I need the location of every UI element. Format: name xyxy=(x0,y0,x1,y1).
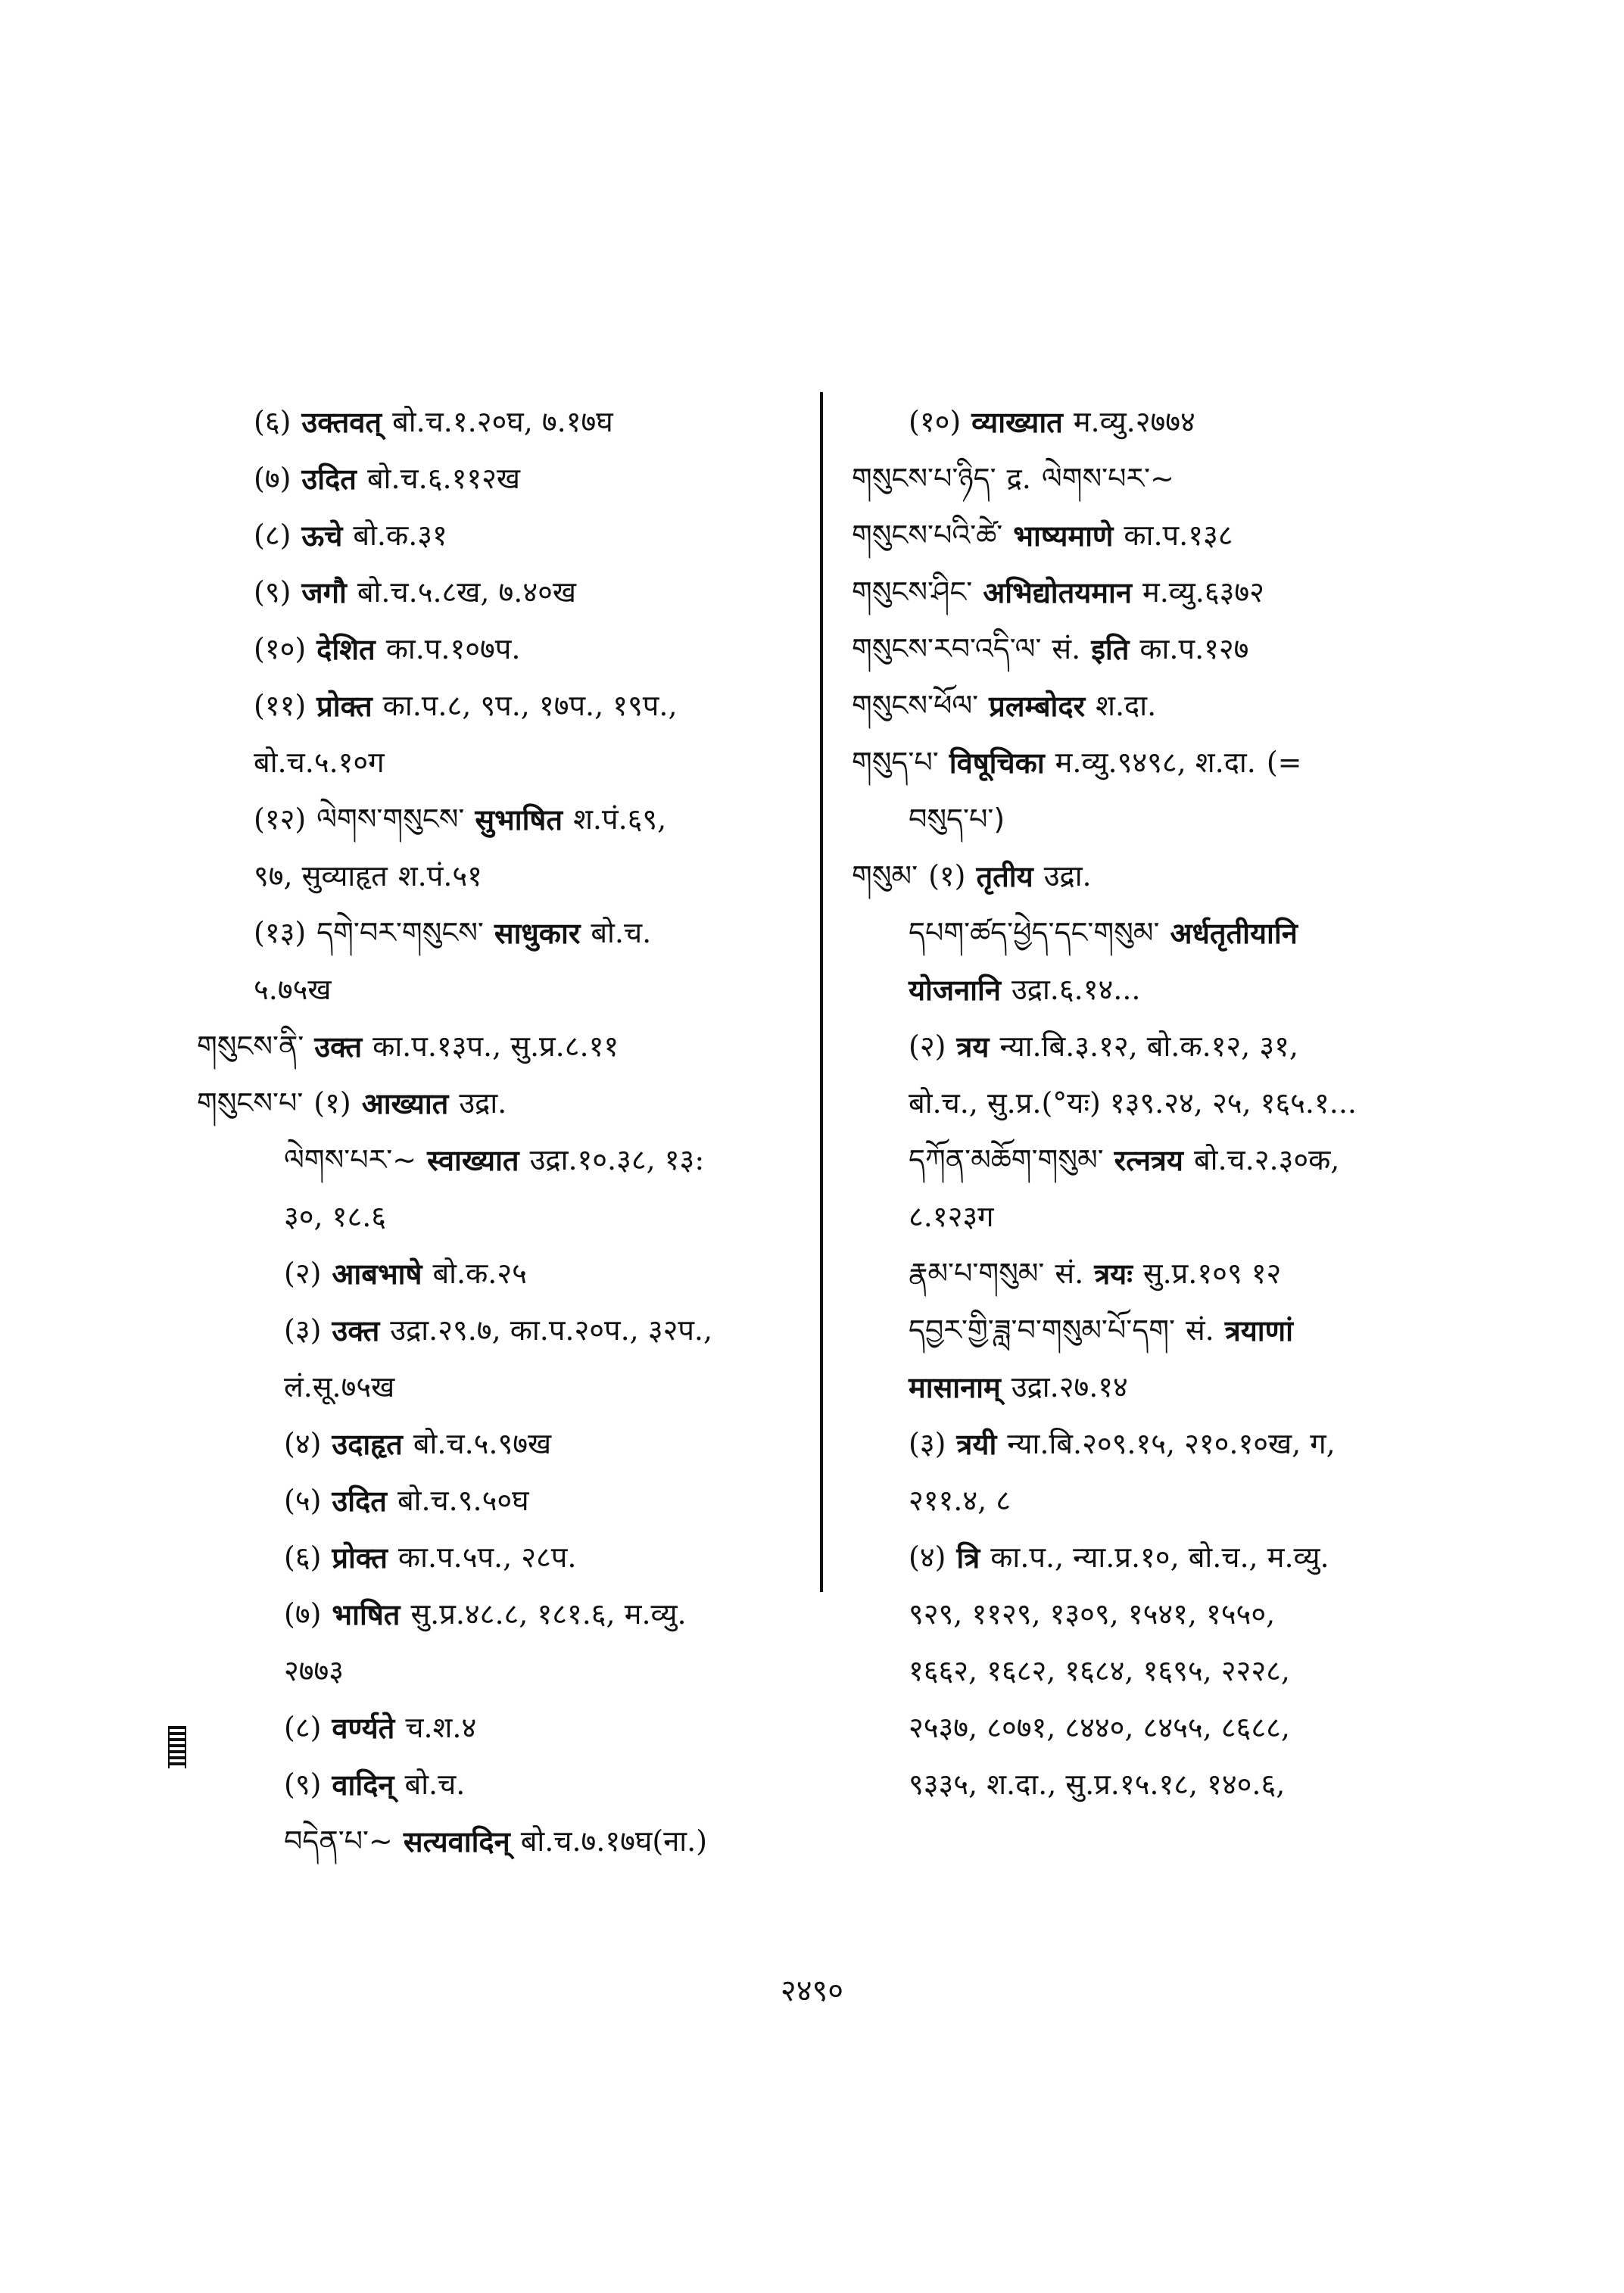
entry-text: श.दा. xyxy=(1096,689,1157,722)
entry-text: त्रि xyxy=(956,1541,980,1575)
entry-text: सु.प्र.१०९ १२ xyxy=(1142,1257,1282,1290)
entry-text: प्रोक्त xyxy=(332,1541,388,1575)
entry-text: ऊचे xyxy=(301,519,343,553)
entry-text: (१०) xyxy=(909,405,962,438)
entry-text: का.प.१३प., सु.प्र.८.११ xyxy=(372,1030,619,1063)
entry-text: उद्रा.२९.७, का.प.२०प., ३२प., xyxy=(390,1313,713,1347)
dictionary-line xyxy=(197,1302,818,1359)
entry-text: सं. xyxy=(1052,632,1081,665)
tibetan-term: གསུངས་པ་ཉིད་ xyxy=(852,462,996,495)
tibetan-term: གསུངས་ཤིང་ xyxy=(852,575,973,609)
entry-text: (५) xyxy=(284,1484,322,1517)
dictionary-line xyxy=(852,1132,1457,1189)
entry-text: त्रयः xyxy=(1094,1257,1133,1291)
entry-text: ३०, १८.६ xyxy=(284,1200,387,1233)
entry-text: उक्तवत् xyxy=(301,405,382,439)
entry-text: बो.च.७.१७घ(ना.) xyxy=(520,1824,708,1858)
entry-text: देशित xyxy=(316,632,376,666)
entry-text: (७) xyxy=(254,462,291,495)
entry-text: उद्रा.१०.३८, १३: xyxy=(529,1143,705,1176)
entry-text: च.श.४ xyxy=(405,1711,477,1744)
entry-text: त्रयाणां xyxy=(1224,1313,1293,1347)
entry-text: अभिद्योतयमान xyxy=(983,575,1132,609)
entry-text: व्याख्यात xyxy=(971,405,1063,439)
entry-text: का.प., न्या.प्र.१०, बो.च., म.व्यु. xyxy=(990,1541,1329,1574)
entry-text: बो.च. xyxy=(591,916,652,949)
entry-text: का.प.५प., २८प. xyxy=(397,1541,577,1574)
dictionary-line xyxy=(197,507,818,564)
entry-text: भाष्यमाणे xyxy=(1013,519,1114,553)
dictionary-line xyxy=(197,678,818,734)
entry-text: म.व्यु.६३७२ xyxy=(1142,575,1264,609)
entry-text: (८) xyxy=(254,519,291,552)
tibetan-term: བདེན་པ་~ xyxy=(284,1824,393,1858)
entry-text: अर्धतृतीयानि xyxy=(1170,916,1298,950)
entry-text: (१३) xyxy=(254,916,307,949)
entry-text: इति xyxy=(1091,632,1130,666)
entry-text: बो.च.१.२०घ, ७.१७घ xyxy=(392,405,613,438)
entry-text: (४) xyxy=(284,1427,322,1460)
dictionary-line xyxy=(197,1586,818,1643)
dictionary-line xyxy=(197,1416,818,1472)
entry-text: (४) xyxy=(909,1541,946,1574)
entry-text: (८) xyxy=(284,1711,322,1744)
entry-text: २११.४, ८ xyxy=(909,1484,1011,1517)
entry-text: द्र. xyxy=(1006,462,1031,495)
entry-text: बो.च.९.५०घ xyxy=(397,1484,529,1517)
entry-text: लं.सू.७५ख xyxy=(284,1370,395,1404)
entry-text: (३) xyxy=(284,1313,322,1347)
entry-text: (१२) xyxy=(254,802,307,836)
entry-text: उद्रा. xyxy=(1043,859,1092,893)
dictionary-line xyxy=(852,961,1457,1018)
entry-text: (६) xyxy=(284,1541,322,1574)
dictionary-line xyxy=(852,621,1457,678)
entry-text: सं. xyxy=(1185,1313,1214,1347)
entry-text: उद्रा.६.१४... xyxy=(1011,973,1141,1006)
entry-text: रत्नत्रय xyxy=(1114,1143,1183,1177)
entry-text: (१) xyxy=(313,1086,351,1120)
entry-text: उदाहृत xyxy=(332,1427,403,1461)
entry-text: विषूचिका xyxy=(949,746,1045,780)
dictionary-line xyxy=(852,1472,1457,1529)
dictionary-line xyxy=(197,1245,818,1302)
margin-marker xyxy=(168,1726,186,1768)
tibetan-term: རྣམ་པ་གསུམ་ xyxy=(909,1257,1045,1290)
entry-text: का.प.१३८ xyxy=(1124,519,1233,552)
tibetan-term: གསུམ་ xyxy=(852,859,918,893)
entry-text: बो.च. xyxy=(404,1768,466,1801)
dictionary-line xyxy=(852,848,1457,905)
entry-text: न्या.बि.२०९.१५, २१०.१०ख, ग, xyxy=(1007,1427,1336,1460)
entry-text: भाषित xyxy=(332,1597,401,1631)
entry-text: बो.क.२५ xyxy=(432,1257,527,1290)
column-divider xyxy=(820,392,823,1592)
entry-text: श.पं.५१ xyxy=(397,859,482,893)
entry-text: त्रय xyxy=(956,1030,990,1064)
dictionary-line xyxy=(197,1132,818,1189)
dictionary-line xyxy=(197,1359,818,1416)
dictionary-line xyxy=(197,621,818,678)
dictionary-line xyxy=(197,1756,818,1813)
tibetan-term: དཀོན་མཆོག་གསུམ་ xyxy=(909,1143,1104,1176)
entry-text: (११) xyxy=(254,689,307,722)
dictionary-line xyxy=(852,1245,1457,1302)
dictionary-line xyxy=(197,1018,818,1075)
dictionary-line xyxy=(197,1699,818,1756)
dictionary-line xyxy=(197,394,818,450)
dictionary-line xyxy=(197,1075,818,1132)
entry-text: स्वाख्यात xyxy=(427,1143,519,1177)
tibetan-term: གསུངས་ཕོལ་ xyxy=(852,689,979,722)
tibetan-term: དགེ་བར་གསུངས་ xyxy=(316,916,484,949)
dictionary-line xyxy=(852,905,1457,961)
entry-text: (२) xyxy=(909,1030,946,1063)
entry-text: सु.प्र.४८.८, १८१.६, म.व्यु. xyxy=(410,1597,687,1631)
dictionary-line xyxy=(852,1643,1457,1699)
entry-text: ९७, सुव्याहृत xyxy=(254,859,388,893)
entry-text: वर्ण्यते xyxy=(332,1711,395,1745)
dictionary-line xyxy=(852,1302,1457,1359)
dictionary-line xyxy=(197,1189,818,1245)
entry-text: बो.च.५.८ख, ७.४०ख xyxy=(357,575,576,609)
entry-text: श.पं.६९, xyxy=(573,802,667,836)
entry-text: सुभाषित xyxy=(475,802,563,837)
entry-text: म.व्यु.२७७४ xyxy=(1073,405,1195,438)
entry-text: ८.१२३ग xyxy=(909,1200,994,1233)
entry-text: का.प.१२७ xyxy=(1139,632,1249,665)
dictionary-line xyxy=(852,1075,1457,1132)
dictionary-line xyxy=(197,450,818,507)
dictionary-line xyxy=(852,1699,1457,1756)
dictionary-line xyxy=(197,1529,818,1586)
entry-text: बो.च.२.३०क, xyxy=(1193,1143,1340,1176)
entry-text: आख्यात xyxy=(361,1086,449,1120)
entry-text: उदित xyxy=(332,1484,387,1518)
tibetan-term: གསུངས་པའི་ཚེ་ xyxy=(852,519,1003,552)
entry-text: आबभाषे xyxy=(332,1257,422,1291)
entry-text: ९३३५, श.दा., सु.प्र.१५.१८, १४०.६, xyxy=(909,1768,1286,1801)
entry-text: बो.च.६.११२ख xyxy=(366,462,520,495)
entry-text: उदित xyxy=(301,462,357,496)
entry-text: ५.७५ख xyxy=(254,973,332,1006)
tibetan-term: ལེགས་གསུངས་ xyxy=(316,802,465,836)
entry-text: १६६२, १६८२, १६८४, १६९५, २२२८, xyxy=(909,1654,1290,1687)
dictionary-line xyxy=(852,394,1457,450)
tibetan-term: གསུད་པ་ xyxy=(852,746,939,779)
entry-text: न्या.बि.३.१२, बो.क.१२, ३१, xyxy=(999,1030,1298,1063)
left-column xyxy=(197,394,818,1870)
dictionary-line xyxy=(197,961,818,1018)
entry-text: ९२९, ११२९, १३०९, १५४१, १५५०, xyxy=(909,1597,1276,1631)
entry-text: (६) xyxy=(254,405,291,438)
entry-text: (३) xyxy=(909,1427,946,1460)
dictionary-line xyxy=(852,1756,1457,1813)
entry-text: उक्त xyxy=(314,1030,363,1064)
entry-text: उक्त xyxy=(332,1313,380,1347)
entry-text: वादिन् xyxy=(332,1768,394,1802)
entry-text: साधुकार xyxy=(494,916,581,950)
entry-text: प्रोक्त xyxy=(316,689,372,723)
entry-text: प्रलम्बोदर xyxy=(989,689,1086,723)
entry-text: का.प.१०७प. xyxy=(385,632,521,665)
tibetan-term: གསུངས་ནི་ xyxy=(197,1030,304,1063)
dictionary-line xyxy=(852,564,1457,621)
entry-text: त्रयी xyxy=(956,1427,997,1461)
entry-text: योजनानि xyxy=(909,973,1001,1007)
entry-text: बो.च., सु.प्र.(°यः) १३९.२४, २५, १६५.१... xyxy=(909,1086,1357,1120)
entry-text: बो.क.३१ xyxy=(353,519,447,552)
entry-text: (७) xyxy=(284,1597,322,1631)
entry-text: सं. xyxy=(1055,1257,1084,1290)
dictionary-line xyxy=(197,1813,818,1870)
dictionary-line xyxy=(197,791,818,848)
tibetan-term: ལེགས་པར་~ xyxy=(1041,462,1174,495)
entry-text: सत्यवादिन् xyxy=(403,1824,510,1858)
dictionary-line xyxy=(852,1529,1457,1586)
dictionary-line xyxy=(852,1416,1457,1472)
dictionary-line xyxy=(197,564,818,621)
tibetan-term: བསུད་པ་) xyxy=(909,802,1005,836)
entry-text: का.प.८, ९प., १७प., १९प., xyxy=(382,689,678,722)
right-column xyxy=(852,394,1457,1813)
entry-text: २५३७, ८०७१, ८४४०, ८४५५, ८६८८, xyxy=(909,1711,1290,1744)
dictionary-line xyxy=(852,791,1457,848)
dictionary-line xyxy=(852,1189,1457,1245)
dictionary-line xyxy=(852,1018,1457,1075)
dictionary-line xyxy=(852,507,1457,564)
page-number: २४९० xyxy=(780,1974,844,2008)
entry-text: उद्रा.२७.१४ xyxy=(1011,1370,1128,1404)
dictionary-line xyxy=(197,905,818,961)
dictionary-line xyxy=(852,678,1457,734)
entry-text: (९) xyxy=(254,575,291,609)
entry-text: मासानाम् xyxy=(909,1370,1001,1404)
entry-text: २७७३ xyxy=(284,1654,344,1687)
dictionary-line xyxy=(197,734,818,791)
entry-text: (१०) xyxy=(254,632,307,665)
dictionary-line xyxy=(852,1359,1457,1416)
tibetan-term: དབྱར་གྱི་ཟླ་བ་གསུམ་པོ་དག་ xyxy=(909,1313,1175,1347)
entry-text: म.व्यु.९४९८, श.दा. xyxy=(1055,746,1256,779)
tibetan-term: དཔག་ཚད་ཕྱེད་དང་གསུམ་ xyxy=(909,916,1160,949)
entry-text: बो.च.५.९७ख xyxy=(413,1427,552,1460)
entry-text: बो.च.५.१०ग xyxy=(254,746,385,779)
entry-text: (१) xyxy=(928,859,966,893)
dictionary-line xyxy=(852,1586,1457,1643)
entry-text: उद्रा. xyxy=(459,1086,507,1120)
tibetan-term: ལེགས་པར་~ xyxy=(284,1143,417,1176)
dictionary-line xyxy=(197,1472,818,1529)
entry-text: जगौ xyxy=(301,575,347,609)
tibetan-term: གསུངས་པ་ xyxy=(197,1086,304,1120)
dictionary-line xyxy=(197,848,818,905)
entry-text: (२) xyxy=(284,1257,322,1290)
tibetan-term: གསུངས་རབ་འདི་ལ་ xyxy=(852,632,1042,665)
entry-text: (= xyxy=(1266,746,1302,779)
entry-text: तृतीय xyxy=(976,859,1033,893)
dictionary-line xyxy=(852,734,1457,791)
dictionary-line xyxy=(197,1643,818,1699)
entry-text: (९) xyxy=(284,1768,322,1801)
dictionary-line xyxy=(852,450,1457,507)
